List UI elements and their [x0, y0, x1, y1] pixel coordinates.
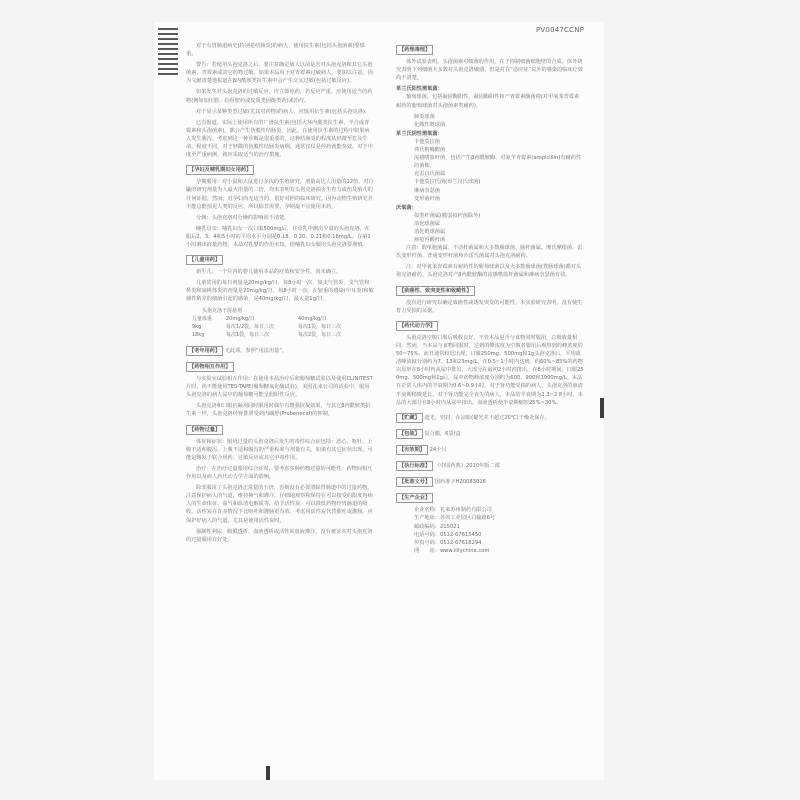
table-cell: 18kg [192, 331, 205, 338]
section-heading-storage: 【贮藏】 [396, 413, 423, 423]
table-cell: 每次1/2袋，每日三次 [226, 323, 275, 330]
organism-item: 卡他莫拉菌 [414, 138, 440, 145]
pregnancy-paragraph: 孕期服用：对小鼠和大鼠进行多次的生殖研究，剂量高达人用量的12倍，对白鼬的研究剂量为人最大用量的三倍，均未表明有头孢克洛损害生育力或伤及胎儿的任何证据。然而，对孕妇尚无适当的、很好对照的临床研究。因为动物生殖研究并不能总能预见人类的反应，所以除非需要，孕期最不宜使用本药。 [186, 179, 374, 210]
dosage-table-caption: 头孢克洛干混悬剂 [202, 307, 243, 314]
section-heading-overdose: 【药物过量】 [186, 425, 223, 435]
document-code: PV0047CCNP [536, 26, 585, 34]
carcinogenicity-text: 没有进行研究以确定致癌性或诱发突变的可能性。本实验研究表明，没有使生育力受损的证据。 [396, 299, 583, 314]
organism-group-label: 革兰氏阴性需氧菌： [396, 130, 443, 137]
organism-item: 淋病奈瑟菌 [414, 187, 440, 194]
section-heading-shelf-life: 【有效期】 [396, 445, 428, 455]
section-heading-standard: 【执行标准】 [396, 461, 433, 471]
intro-paragraph: 对于有胃肠道病史(特别是结肠炎)的病人，使用抗生素(包括头孢菌素)要慎重。 [186, 43, 365, 58]
manufacturer-line: 电话号码：0512-67615450 [414, 531, 482, 538]
organism-item: 化脓性链球菌 [414, 121, 446, 128]
organism-item: 肺炎球菌 [414, 113, 435, 120]
left-column [186, 42, 374, 547]
table-cell: 40mg/kg/日 [298, 315, 327, 322]
organism-group-label: 厌氧菌： [396, 204, 417, 211]
interactions-paragraph: 与实验室试验相互作用：在使用本品治疗后和葡萄糖试验以及使用CLINITEST片时，尚不能使用TES-TAPE(葡萄糖氧化酶试验)，美国礼来公司的试验中，服用头孢克洛的病人尿中的葡萄糖可能呈假阳性反应。 [186, 376, 373, 399]
pregnancy-paragraph: 分娩：头孢克洛对分娩的影响尚不清楚。 [196, 214, 290, 221]
table-cell: 每次1袋，每日三次 [226, 331, 270, 338]
section-heading-interactions: 【药物相互作用】 [186, 362, 234, 372]
organism-group-label: 革兰氏阳性需氧菌： [396, 86, 443, 93]
right-column [396, 42, 584, 555]
organism-item: 卡他莫拉氏菌(布兰汉氏球菌) [414, 179, 481, 186]
section-heading-manufacturer: 【生产企业】 [396, 493, 433, 503]
manufacturer-line: 企业名称：礼来苏州制药有限公司 [414, 507, 492, 514]
pregnancy-paragraph: 哺乳母亲：哺乳妇女一次口服500mg后，在母乳中测出少量的头孢克洛。在服后2、3、4和5小时的平均水平分别是0.18、0.20、0.21和0.16mg/L。在第1小时测出痕量药物。本品对乳婴的作用未知，给哺乳妇女服用头孢克洛要谨慎。 [186, 225, 371, 248]
section-heading-pregnancy: 【孕妇及哺乳期妇女用药】 [186, 165, 254, 175]
intro-paragraph: 警告：若使用头孢克洛之后，要注意确定病人以前是否对头孢克洛和其它头孢菌素、青霉素或其它药物过敏。如果本品用于对青霉素过敏病人，要加以注意，因为文献清楚地报道在β内酰胺类抗生素中会产生交叉过敏(包括过敏反应)。 [186, 62, 373, 85]
organism-item: 弗氏枸橼酸菌 [414, 147, 446, 154]
organism-item: 克雷白氏菌属 [414, 171, 446, 178]
section-heading-pharmacokinetics: 【药代动力学】 [396, 321, 438, 331]
intro-paragraph: 对于显示某种类型过敏(尤其对药物)的病人，应慎用抗生素(包括头孢克洛)。 [196, 108, 371, 115]
table-row [192, 323, 374, 331]
table-cell: 儿童体重 [192, 315, 213, 322]
manufacturer-line: 传真号码：0512-67618294 [414, 539, 482, 546]
organism-group-note: 葡萄球菌，包括凝固酶阳性、凝固酶阴性和产青霉素酶菌株(对甲氧苯青霉素耐药的葡萄球菌对头孢菌素类耐药)。 [396, 94, 580, 109]
table-cell: 每次2袋，每日三次 [298, 331, 342, 338]
manufacturer-line: 网 址：www.lillychina.com [414, 547, 490, 554]
intro-paragraph: 如果发生对头孢克洛的过敏反应，应立即停药，若反应严重，应使用适当的药物(例如加压胺、抗组胺药或皮质类固醇类药)来治疗。 [186, 89, 373, 104]
pediatric-paragraph: 儿童常用的每日剂量是20mg/kg/日，每8小时一次，如支气管炎、支气管和鼻炎和扁桃体炎的剂量是20mg/kg/日，每8小时一次。在较重的感染(中耳炎)和敏感性稍差的细菌引起的感染，是40mg/kg/日，最大量1g/日。 [186, 280, 374, 303]
section-heading-package: 【包装】 [396, 429, 423, 439]
shelf-life-text: 24个月 [429, 446, 447, 453]
organism-item: 拟类杆菌属(脆弱拟杆菌除外) [414, 212, 481, 219]
section-heading-pediatric: 【儿童用药】 [186, 255, 223, 265]
dosage-table [192, 307, 374, 339]
interactions-paragraph: 头孢克洛和口服抗凝剂同时服用时偶尔有增强抗凝效果，与其它β内酰胺类抗生素一样，头孢克洛经肾排泄受到丙磺舒(Probenecid)的抑制。 [186, 403, 371, 418]
elderly-text: 无此项。参照“用法用量”。 [224, 347, 288, 354]
table-cell: 20mg/kg/日 [226, 315, 255, 322]
pharmacode-barcode [158, 28, 178, 76]
pharmacology-note: 注意：假单胞菌属、不动杆菌属和大多数肠球菌、肠杆菌属、摩氏摩根菌、雷氏变形杆菌、普通变形杆菌和沙雷氏菌属对头孢克洛耐药。 [396, 245, 583, 260]
print-registration-mark [266, 766, 270, 780]
overdose-paragraph: 除非服用了头孢克洛正常量的五倍，否则没有必要清除胃肠道中的过量药物。注意保护病人的气道，维持换气和灌注。仔细地观察和保持在可以接受的限度内病人的生命体征、血气和血清电解质等。给予活性炭，可以降低药物经胃肠道的吸收。活性炭在许多情况下比呕吐和灌肠更有效。考虑用活性炭代替催吐或灌肠。应保护好病人的气道，尤其是使用活性炭时。 [186, 485, 373, 524]
table-cell: 每次1袋，每日三次 [298, 323, 342, 330]
organism-item: 痤疮丙酸杆菌 [414, 237, 446, 244]
section-heading-carcinogenicity: 【致癌性、致突变性和致畸性】 [396, 286, 475, 296]
organism-item: 消化链球菌属 [414, 228, 446, 235]
pharmacology-intro: 体外试验表明，头孢菌素对细菌的作用，在于抑制细菌细胞壁的合成。体外研究表明下列细菌大多数对头孢克洛敏感，但是对在“适应症”以外的感染的临床疗效尚不清楚。 [396, 59, 583, 82]
section-heading-pharmacology: 【药理毒理】 [396, 45, 433, 55]
standard-text: 《中国药典》2010年版二部 [434, 463, 500, 470]
overdose-paragraph: 体征和症状：服用过量的头孢克洛后发生的毒性综合症包括：恶心、呕吐、上腹不适和腹泻。上腹不适和腹泻的严重程度与剂量有关。如果有其它症状出现，可能是继发于联合用药、过敏反应或其它中毒作用。 [186, 438, 373, 461]
manufacturer-line: 生产地址：苏州工业园区白榆路6号 [414, 515, 496, 522]
overdose-paragraph: 治疗：在治疗过量服用综合症时，要考虑多种药物过量的可能性，药物间相互作用以及病人药代动力学方面的影响。 [186, 465, 373, 481]
section-heading-elderly: 【老年用药】 [186, 346, 223, 356]
organism-item: 消化球菌属 [414, 220, 440, 227]
approval-text: 国药准字H20083028 [434, 479, 486, 486]
section-heading-approval: 【批准文号】 [396, 477, 433, 487]
table-row [192, 331, 374, 339]
organism-item: 流感嗜血杆菌，包括产生β内酰胺酶、对氨苄青霉素(ampicillin)有耐药性的菌株。 [414, 155, 582, 170]
pharmacology-note: 注：对甲氧苯青霉素有耐药性的葡萄球菌以及大多数肠球菌(粪肠球菌)都对头孢克洛耐药。头孢克洛对产β内酰胺酶的流感嗜血杆菌属和淋病奈瑟菌有效。 [396, 264, 582, 279]
table-row [192, 315, 374, 323]
manufacturer-line: 邮政编码：215021 [414, 523, 460, 530]
overdose-paragraph: 强制性利尿、腹膜透析、血液透析或活性炭血液灌注，没有被证实对头孢克洛的过量服用有好处。 [186, 528, 373, 543]
package-text: 复合膜，6袋/盒 [424, 430, 461, 437]
fold-mark [600, 398, 604, 418]
intro-paragraph: 已有报道，实际上使用所有的广谱抗生素(包括大环内酯类抗生素、半合成青霉素和头孢菌素)，都会产生伪膜性结肠炎。因此，在使用抗生素的过程中如果病人发生腹泻，考虑到这一种诊断是很重要的。这种结肠炎的程度从轻微至危及生命。程度不同，对于轻微的伪膜性结肠炎病例，通常仅仅是停药就能奏效。对于中度至严重病例，就应采取适当的治疗措施。 [186, 119, 373, 159]
table-cell: 9kg [192, 323, 202, 330]
pharmacokinetics-text: 头孢克洛空腹口服后吸收良好，不管本品是否与食物同时服用，总吸收量相同。然而，当本品与食物同服时，达到的峰浓度为空腹者服用后观察到的峰浓度的50~75%，而且通常较迟出现。口服250mg、500mg和1g头孢克洛后，平均血清峰浓度分别约为7、13和23mg/L，在0.5~1小时内达到。约60%~85%的药物以原形在8小时内从尿中排出，大部分在最初2小时内排出。在8小时期间，口服250mg、500mg和1g后，尿中药物峰浓度分别约为600、900和1900mg/L。本品在正常人体内的半衰期为0.6~0.9小时。对于肾功能受损的病人，头孢克洛的血清半衰期稍微延长。对于肾功能完全丧失的病人，本品的半衰期为2.3~2.8小时。本品的大部分在8小时内从尿中排出。血液透析使半衰期缩短25%~30%。 [396, 334, 584, 406]
organism-item: 变形菌杆菌 [414, 195, 440, 202]
pediatric-paragraph: 新生儿：一个月内的婴儿使用本品的疗效和安全性，尚未确立。 [196, 269, 342, 276]
storage-text: 遮光、密封，在凉暗(避光并不超过20℃)干燥处保存。 [424, 414, 550, 421]
